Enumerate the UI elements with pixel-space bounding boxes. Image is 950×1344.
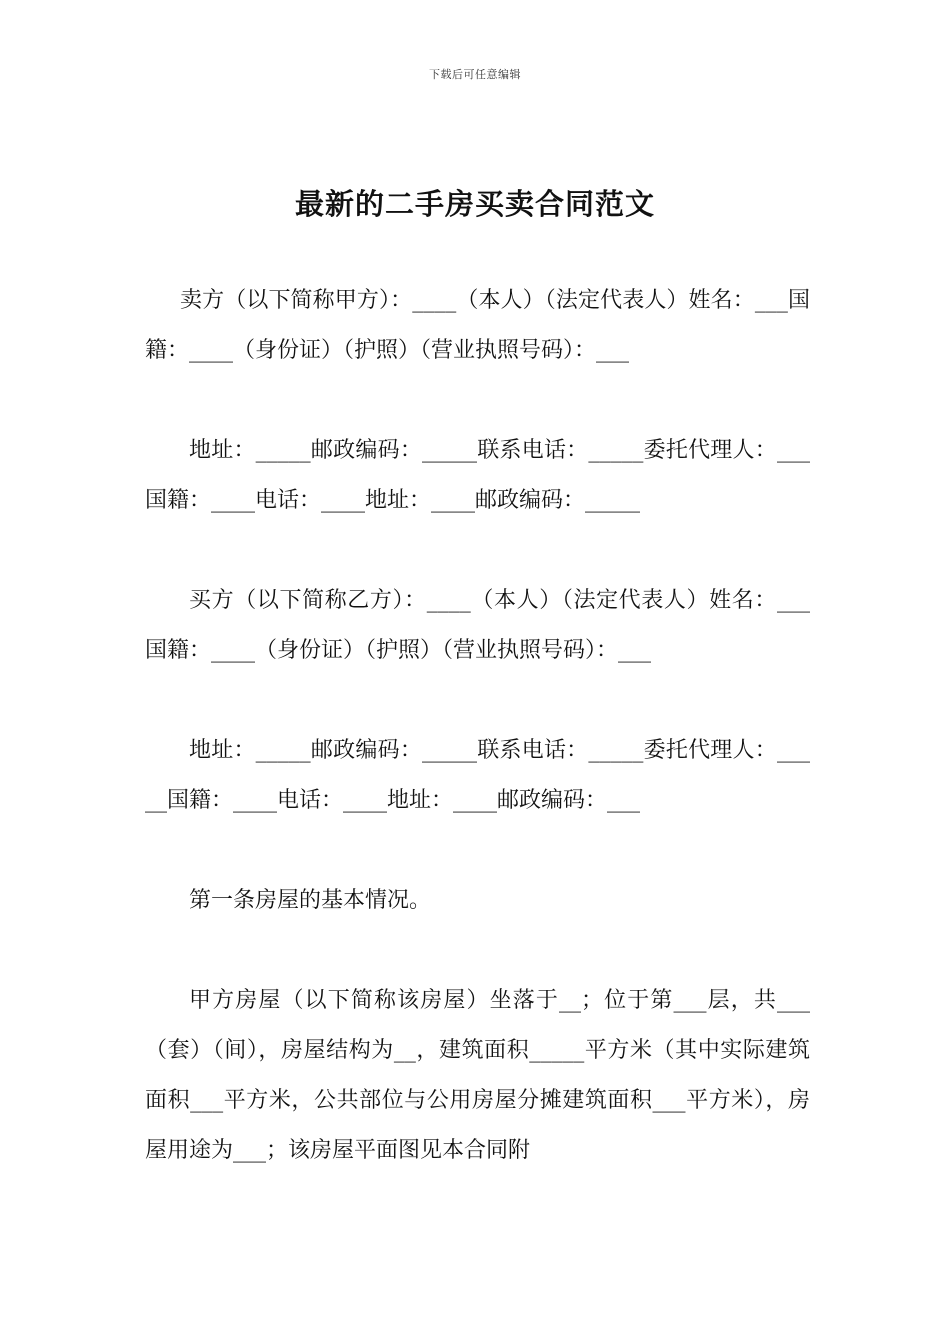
article-one-heading: 第一条房屋的基本情况。: [189, 888, 432, 913]
seller-info-paragraph: 卖方（以下简称甲方）：____（本人）（法定代表人）姓名：___国籍：____（身份证）（护照）（营业执照号码）：___: [145, 288, 810, 363]
property-description-paragraph: 甲方房屋（以下简称该房屋）坐落于__；位于第___层，共___（套）（间），房屋结构为__，建筑面积_____平方米（其中实际建筑面积___平方米，公共部位与公用房屋分摊建筑面积___平方米），房屋用途为___；该房屋平面图见本合同附: [145, 988, 810, 1163]
buyer-address-paragraph: 地址：_____邮政编码：_____联系电话：_____委托代理人：_____国籍：____电话：____地址：____邮政编码：___: [145, 738, 810, 813]
buyer-info-paragraph: 买方（以下简称乙方）：____（本人）（法定代表人）姓名：___国籍：____（身份证）（护照）（营业执照号码）：___: [145, 588, 810, 663]
document-title: 最新的二手房买卖合同范文: [294, 187, 655, 221]
header-note: 下载后可任意编辑: [429, 68, 521, 81]
document-body: [145, 276, 810, 1176]
seller-address-paragraph: 地址：_____邮政编码：_____联系电话：_____委托代理人：___国籍：____电话：____地址：____邮政编码：_____: [145, 438, 810, 513]
